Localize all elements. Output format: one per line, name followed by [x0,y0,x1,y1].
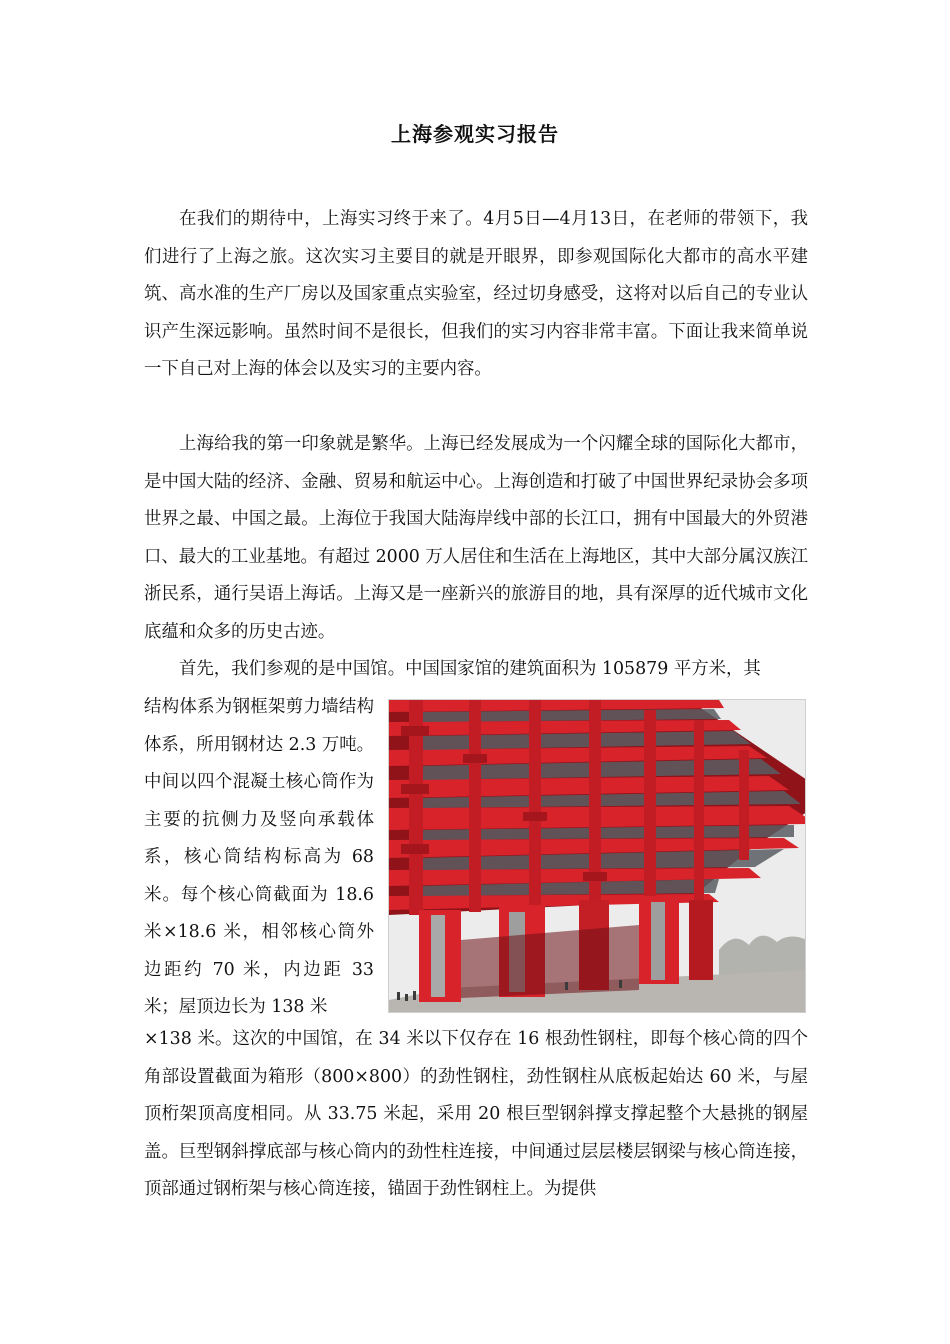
paragraph-intro: 在我们的期待中，上海实习终于来了。4月5日—4月13日，在老师的带领下，我们进行了上海之旅。这次实习主要目的就是开眼界，即参观国际化大都市的高水平建筑、高水准的生产厂房以及国家重点实验室，经过切身感受，这将对以后自己的专业认识产生深远影响。虽然时间不是很长，但我们的实习内容非常丰富。下面让我来简单说一下自己对上海的体会以及实习的主要内容。 [144,209,808,379]
china-pavilion-photo [388,699,806,1013]
paragraph-shanghai-impression: 上海给我的第一印象就是繁华。上海已经发展成为一个闪耀全球的国际化大都市，是中国大陆的经济、金融、贸易和航运中心。上海创造和打破了中国世界纪录协会多项世界之最、中国之最。上海位于我国大陆海岸线中部的长江口，拥有中国最大的外贸港口、最大的工业基地。有超过 2000 万人居住和生活在上海地区，其中大部分属汉族江浙民系，通行吴语上海话。上海又是一座新兴的旅游目的地，具有深厚的近代城市文化底蕴和众多的历史古迹。 [144,434,808,642]
document-title: 上海参观实习报告 [391,122,559,146]
paragraph-china-pavilion-lead: 首先，我们参观的是中国馆。中国国家馆的建筑面积为 105879 平方米，其 [179,659,761,679]
paragraph-structure-column: 结构体系为钢框架剪力墙结构体系，所用钢材达 2.3 万吨。中间以四个混凝土核心筒作为主要的抗侧力及竖向承载体系，核心筒结构标高为 68 米。每个核心筒截面为 18.6 米×18.6 米，相邻核心筒外边距约 70 米，内边距 33 米；屋顶边长为 138 米 [144,697,375,1017]
paragraph-structure-continued: ×138 米。这次的中国馆，在 34 米以下仅存在 16 根劲性钢柱，即每个核心筒的四个角部设置截面为箱形（800×800）的劲性钢柱，劲性钢柱从底板起始达 60 米，与屋顶桁架顶高度相同。从 33.75 米起，采用 20 根巨型钢斜撑支撑起整个大悬挑的钢屋盖。巨型钢斜撑底部与核心筒内的劲性柱连接，中间通过层层楼层钢梁与核心筒连接，顶部通过钢桁架与核心筒连接，锚固于劲性钢柱上。为提供 [144,1029,808,1199]
text-with-figure [144,689,808,1027]
